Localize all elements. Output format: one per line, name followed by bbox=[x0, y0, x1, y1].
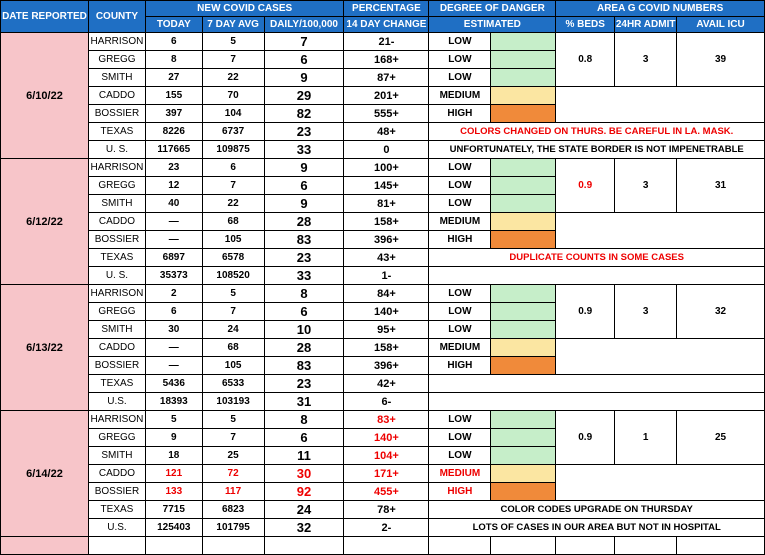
daily-per-100k-cell: 8 bbox=[264, 411, 344, 429]
seven-day-avg-cell: 70 bbox=[202, 87, 264, 105]
table-row bbox=[1, 159, 765, 177]
area-g-blank-cell bbox=[556, 339, 765, 375]
seven-day-avg-cell: 6578 bbox=[202, 249, 264, 267]
empty-cell bbox=[615, 537, 677, 555]
daily-per-100k-cell: 9 bbox=[264, 159, 344, 177]
county-cell: GREGG bbox=[88, 429, 145, 447]
today-cell: 40 bbox=[145, 195, 202, 213]
table-row bbox=[1, 141, 765, 159]
today-cell: 18393 bbox=[145, 393, 202, 411]
seven-day-avg-cell: 101795 bbox=[202, 519, 264, 537]
table-row bbox=[1, 267, 765, 285]
fourteen-day-change-cell: 21- bbox=[344, 33, 429, 51]
table-header bbox=[1, 1, 765, 33]
county-header: COUNTY bbox=[88, 1, 145, 33]
table-row bbox=[1, 501, 765, 519]
fourteen-day-change-cell: 6- bbox=[344, 393, 429, 411]
county-cell: HARRISON bbox=[88, 159, 145, 177]
today-cell: 155 bbox=[145, 87, 202, 105]
daily-per-100k-cell: 83 bbox=[264, 357, 344, 375]
county-cell: SMITH bbox=[88, 69, 145, 87]
seven-day-avg-cell: 105 bbox=[202, 357, 264, 375]
avail-icu-cell: 39 bbox=[677, 33, 765, 87]
seven-day-avg-cell: 6 bbox=[202, 159, 264, 177]
pct-beds-cell: 0.8 bbox=[556, 33, 615, 87]
today-cell: 8 bbox=[145, 51, 202, 69]
county-cell: U. S. bbox=[88, 267, 145, 285]
daily-per-100k-cell: 6 bbox=[264, 51, 344, 69]
us-note-cell bbox=[429, 267, 765, 285]
seven-day-avg-cell: 22 bbox=[202, 195, 264, 213]
empty-cell bbox=[556, 537, 615, 555]
fourteen-day-change-cell: 555+ bbox=[344, 105, 429, 123]
daily-per-100k-cell: 9 bbox=[264, 69, 344, 87]
danger-level-cell: LOW bbox=[429, 159, 491, 177]
danger-color-swatch bbox=[491, 483, 556, 501]
danger-level-cell: MEDIUM bbox=[429, 465, 491, 483]
area-g-blank-cell bbox=[556, 87, 765, 123]
texas-note-cell bbox=[429, 375, 765, 393]
danger-color-swatch bbox=[491, 357, 556, 375]
danger-level-cell: HIGH bbox=[429, 231, 491, 249]
hr24-admit-cell: 3 bbox=[615, 159, 677, 213]
danger-level-cell: LOW bbox=[429, 411, 491, 429]
county-cell: SMITH bbox=[88, 195, 145, 213]
empty-cell bbox=[491, 537, 556, 555]
seven-day-avg-cell: 25 bbox=[202, 447, 264, 465]
county-cell: TEXAS bbox=[88, 501, 145, 519]
seven-day-avg-cell: 6533 bbox=[202, 375, 264, 393]
daily-per-100k-cell: 33 bbox=[264, 267, 344, 285]
daily-per-100k-cell: 30 bbox=[264, 465, 344, 483]
danger-level-cell: HIGH bbox=[429, 357, 491, 375]
fourteen-day-change-cell: 78+ bbox=[344, 501, 429, 519]
today-cell: 7715 bbox=[145, 501, 202, 519]
danger-level-cell: MEDIUM bbox=[429, 213, 491, 231]
fourteen-day-change-cell: 140+ bbox=[344, 303, 429, 321]
danger-color-swatch bbox=[491, 429, 556, 447]
today-cell: — bbox=[145, 213, 202, 231]
table-row bbox=[1, 519, 765, 537]
county-cell: GREGG bbox=[88, 177, 145, 195]
seven-day-avg-cell: 108520 bbox=[202, 267, 264, 285]
area-g-blank-cell bbox=[556, 213, 765, 249]
county-cell: SMITH bbox=[88, 321, 145, 339]
seven-day-avg-cell: 117 bbox=[202, 483, 264, 501]
danger-color-swatch bbox=[491, 339, 556, 357]
daily-per-100k-cell: 29 bbox=[264, 87, 344, 105]
county-cell: TEXAS bbox=[88, 249, 145, 267]
danger-level-cell: LOW bbox=[429, 285, 491, 303]
table-row bbox=[1, 87, 765, 105]
today-cell: 12 bbox=[145, 177, 202, 195]
table-row bbox=[1, 465, 765, 483]
date-reported-header: DATE REPORTED bbox=[1, 1, 89, 33]
danger-color-swatch bbox=[491, 195, 556, 213]
daily-per-100k-cell: 31 bbox=[264, 393, 344, 411]
us-note-cell bbox=[429, 393, 765, 411]
seven-day-avg-header: 7 DAY AVG bbox=[202, 17, 264, 33]
county-cell: CADDO bbox=[88, 465, 145, 483]
danger-color-swatch bbox=[491, 69, 556, 87]
county-cell: CADDO bbox=[88, 87, 145, 105]
seven-day-avg-cell: 72 bbox=[202, 465, 264, 483]
daily-per-100k-cell: 23 bbox=[264, 249, 344, 267]
table-row bbox=[1, 249, 765, 267]
fourteen-day-change-cell: 83+ bbox=[344, 411, 429, 429]
danger-color-swatch bbox=[491, 177, 556, 195]
seven-day-avg-cell: 68 bbox=[202, 213, 264, 231]
seven-day-avg-cell: 7 bbox=[202, 177, 264, 195]
hr24-admit-header: 24HR ADMIT bbox=[615, 17, 677, 33]
county-cell: U.S. bbox=[88, 393, 145, 411]
table-row bbox=[1, 375, 765, 393]
avail-icu-header: AVAIL ICU bbox=[677, 17, 765, 33]
fourteen-day-change-cell: 158+ bbox=[344, 339, 429, 357]
seven-day-avg-cell: 103193 bbox=[202, 393, 264, 411]
avail-icu-cell: 25 bbox=[677, 411, 765, 465]
seven-day-avg-cell: 109875 bbox=[202, 141, 264, 159]
table-row bbox=[1, 537, 765, 555]
seven-day-avg-cell: 5 bbox=[202, 411, 264, 429]
county-cell: HARRISON bbox=[88, 33, 145, 51]
county-cell: HARRISON bbox=[88, 285, 145, 303]
danger-color-swatch bbox=[491, 213, 556, 231]
daily-per-100k-cell: 6 bbox=[264, 429, 344, 447]
daily-per-100k-cell: 28 bbox=[264, 213, 344, 231]
county-cell: BOSSIER bbox=[88, 105, 145, 123]
today-cell: 121 bbox=[145, 465, 202, 483]
today-header: TODAY bbox=[145, 17, 202, 33]
seven-day-avg-cell: 6823 bbox=[202, 501, 264, 519]
danger-level-cell: MEDIUM bbox=[429, 87, 491, 105]
fourteen-day-change-cell: 171+ bbox=[344, 465, 429, 483]
empty-cell bbox=[677, 537, 765, 555]
today-cell: 5436 bbox=[145, 375, 202, 393]
danger-color-swatch bbox=[491, 159, 556, 177]
today-cell: 23 bbox=[145, 159, 202, 177]
table-row bbox=[1, 123, 765, 141]
daily-per-100k-cell: 23 bbox=[264, 123, 344, 141]
county-cell: GREGG bbox=[88, 303, 145, 321]
today-cell: 35373 bbox=[145, 267, 202, 285]
county-cell: TEXAS bbox=[88, 123, 145, 141]
county-cell: SMITH bbox=[88, 447, 145, 465]
daily-per-100k-cell: 10 bbox=[264, 321, 344, 339]
seven-day-avg-cell: 5 bbox=[202, 285, 264, 303]
texas-note-cell: DUPLICATE COUNTS IN SOME CASES bbox=[429, 249, 765, 267]
today-cell: 27 bbox=[145, 69, 202, 87]
danger-level-cell: LOW bbox=[429, 177, 491, 195]
date-reported-cell: 6/10/22 bbox=[1, 33, 89, 159]
county-cell: TEXAS bbox=[88, 375, 145, 393]
danger-level-cell: HIGH bbox=[429, 483, 491, 501]
texas-note-cell: COLOR CODES UPGRADE ON THURSDAY bbox=[429, 501, 765, 519]
danger-level-cell: LOW bbox=[429, 33, 491, 51]
seven-day-avg-cell: 6737 bbox=[202, 123, 264, 141]
fourteen-day-change-cell: 48+ bbox=[344, 123, 429, 141]
empty-cell bbox=[145, 537, 202, 555]
fourteen-day-change-cell: 100+ bbox=[344, 159, 429, 177]
danger-color-swatch bbox=[491, 87, 556, 105]
seven-day-avg-cell: 7 bbox=[202, 51, 264, 69]
daily-per-100k-cell: 8 bbox=[264, 285, 344, 303]
daily-per-100k-cell: 32 bbox=[264, 519, 344, 537]
fourteen-day-change-cell: 1- bbox=[344, 267, 429, 285]
today-cell: 6897 bbox=[145, 249, 202, 267]
table-row bbox=[1, 213, 765, 231]
county-cell: CADDO bbox=[88, 213, 145, 231]
county-cell: U.S. bbox=[88, 519, 145, 537]
new-cases-header: NEW COVID CASES bbox=[145, 1, 344, 17]
county-cell: HARRISON bbox=[88, 411, 145, 429]
texas-note-cell: COLORS CHANGED ON THURS. BE CAREFUL IN LA. MASK. bbox=[429, 123, 765, 141]
seven-day-avg-cell: 105 bbox=[202, 231, 264, 249]
danger-color-swatch bbox=[491, 33, 556, 51]
avail-icu-cell: 32 bbox=[677, 285, 765, 339]
avail-icu-cell: 31 bbox=[677, 159, 765, 213]
fourteen-day-change-cell: 168+ bbox=[344, 51, 429, 69]
today-cell: 5 bbox=[145, 411, 202, 429]
danger-color-swatch bbox=[491, 411, 556, 429]
danger-color-swatch bbox=[491, 465, 556, 483]
degree-of-danger-header: DEGREE OF DANGER bbox=[429, 1, 556, 17]
empty-cell bbox=[429, 537, 491, 555]
danger-level-cell: MEDIUM bbox=[429, 339, 491, 357]
danger-color-swatch bbox=[491, 321, 556, 339]
county-cell: GREGG bbox=[88, 51, 145, 69]
county-cell: BOSSIER bbox=[88, 483, 145, 501]
daily-per-100k-cell: 7 bbox=[264, 33, 344, 51]
danger-color-swatch bbox=[491, 447, 556, 465]
fourteen-day-change-cell: 43+ bbox=[344, 249, 429, 267]
today-cell: 117665 bbox=[145, 141, 202, 159]
date-reported-cell: 6/14/22 bbox=[1, 411, 89, 537]
fourteen-day-change-cell: 104+ bbox=[344, 447, 429, 465]
danger-level-cell: LOW bbox=[429, 51, 491, 69]
fourteen-day-change-header: 14 DAY CHANGE bbox=[344, 17, 429, 33]
today-cell: 18 bbox=[145, 447, 202, 465]
today-cell: 6 bbox=[145, 33, 202, 51]
pct-beds-cell: 0.9 bbox=[556, 159, 615, 213]
table-body bbox=[1, 33, 765, 555]
today-cell: 125403 bbox=[145, 519, 202, 537]
daily-per-100k-cell: 92 bbox=[264, 483, 344, 501]
danger-color-swatch bbox=[491, 105, 556, 123]
danger-color-swatch bbox=[491, 51, 556, 69]
fourteen-day-change-cell: 396+ bbox=[344, 231, 429, 249]
empty-cell bbox=[264, 537, 344, 555]
daily-per-100k-cell: 6 bbox=[264, 177, 344, 195]
daily-per-100k-cell: 9 bbox=[264, 195, 344, 213]
us-note-cell: UNFORTUNATELY, THE STATE BORDER IS NOT IMPENETRABLE bbox=[429, 141, 765, 159]
estimated-header: ESTIMATED bbox=[429, 17, 556, 33]
seven-day-avg-cell: 7 bbox=[202, 303, 264, 321]
fourteen-day-change-cell: 140+ bbox=[344, 429, 429, 447]
empty-cell bbox=[202, 537, 264, 555]
danger-color-swatch bbox=[491, 285, 556, 303]
today-cell: 30 bbox=[145, 321, 202, 339]
daily-per-100k-cell: 83 bbox=[264, 231, 344, 249]
table-row bbox=[1, 393, 765, 411]
fourteen-day-change-cell: 42+ bbox=[344, 375, 429, 393]
danger-color-swatch bbox=[491, 303, 556, 321]
seven-day-avg-cell: 7 bbox=[202, 429, 264, 447]
today-cell: 8226 bbox=[145, 123, 202, 141]
pct-beds-cell: 0.9 bbox=[556, 285, 615, 339]
today-cell: 9 bbox=[145, 429, 202, 447]
county-cell: U. S. bbox=[88, 141, 145, 159]
area-g-header: AREA G COVID NUMBERS bbox=[556, 1, 765, 17]
seven-day-avg-cell: 5 bbox=[202, 33, 264, 51]
daily-per-100k-header: DAILY/100,000 bbox=[264, 17, 344, 33]
daily-per-100k-cell: 24 bbox=[264, 501, 344, 519]
daily-per-100k-cell: 23 bbox=[264, 375, 344, 393]
percentage-header: PERCENTAGE bbox=[344, 1, 429, 17]
fourteen-day-change-cell: 87+ bbox=[344, 69, 429, 87]
us-note-cell: LOTS OF CASES IN OUR AREA BUT NOT IN HOSPITAL bbox=[429, 519, 765, 537]
danger-level-cell: LOW bbox=[429, 69, 491, 87]
seven-day-avg-cell: 104 bbox=[202, 105, 264, 123]
hr24-admit-cell: 3 bbox=[615, 285, 677, 339]
county-cell: CADDO bbox=[88, 339, 145, 357]
daily-per-100k-cell: 28 bbox=[264, 339, 344, 357]
fourteen-day-change-cell: 158+ bbox=[344, 213, 429, 231]
danger-level-cell: LOW bbox=[429, 447, 491, 465]
area-g-blank-cell bbox=[556, 465, 765, 501]
date-reported-cell: 6/13/22 bbox=[1, 285, 89, 411]
empty-cell bbox=[88, 537, 145, 555]
today-cell: 6 bbox=[145, 303, 202, 321]
today-cell: 397 bbox=[145, 105, 202, 123]
today-cell: — bbox=[145, 339, 202, 357]
daily-per-100k-cell: 6 bbox=[264, 303, 344, 321]
daily-per-100k-cell: 33 bbox=[264, 141, 344, 159]
today-cell: — bbox=[145, 357, 202, 375]
table-row bbox=[1, 411, 765, 429]
hr24-admit-cell: 1 bbox=[615, 411, 677, 465]
empty-cell bbox=[1, 537, 89, 555]
table-row bbox=[1, 339, 765, 357]
table-row bbox=[1, 33, 765, 51]
hr24-admit-cell: 3 bbox=[615, 33, 677, 87]
fourteen-day-change-cell: 201+ bbox=[344, 87, 429, 105]
fourteen-day-change-cell: 145+ bbox=[344, 177, 429, 195]
danger-level-cell: LOW bbox=[429, 303, 491, 321]
danger-level-cell: HIGH bbox=[429, 105, 491, 123]
today-cell: — bbox=[145, 231, 202, 249]
danger-color-swatch bbox=[491, 231, 556, 249]
pct-beds-header: % BEDS bbox=[556, 17, 615, 33]
seven-day-avg-cell: 68 bbox=[202, 339, 264, 357]
danger-level-cell: LOW bbox=[429, 429, 491, 447]
fourteen-day-change-cell: 455+ bbox=[344, 483, 429, 501]
seven-day-avg-cell: 22 bbox=[202, 69, 264, 87]
fourteen-day-change-cell: 2- bbox=[344, 519, 429, 537]
county-cell: BOSSIER bbox=[88, 231, 145, 249]
today-cell: 2 bbox=[145, 285, 202, 303]
seven-day-avg-cell: 24 bbox=[202, 321, 264, 339]
county-cell: BOSSIER bbox=[88, 357, 145, 375]
today-cell: 133 bbox=[145, 483, 202, 501]
table-row bbox=[1, 285, 765, 303]
fourteen-day-change-cell: 81+ bbox=[344, 195, 429, 213]
daily-per-100k-cell: 82 bbox=[264, 105, 344, 123]
danger-level-cell: LOW bbox=[429, 321, 491, 339]
fourteen-day-change-cell: 84+ bbox=[344, 285, 429, 303]
danger-level-cell: LOW bbox=[429, 195, 491, 213]
daily-per-100k-cell: 11 bbox=[264, 447, 344, 465]
fourteen-day-change-cell: 396+ bbox=[344, 357, 429, 375]
pct-beds-cell: 0.9 bbox=[556, 411, 615, 465]
fourteen-day-change-cell: 95+ bbox=[344, 321, 429, 339]
date-reported-cell: 6/12/22 bbox=[1, 159, 89, 285]
fourteen-day-change-cell: 0 bbox=[344, 141, 429, 159]
empty-cell bbox=[344, 537, 429, 555]
